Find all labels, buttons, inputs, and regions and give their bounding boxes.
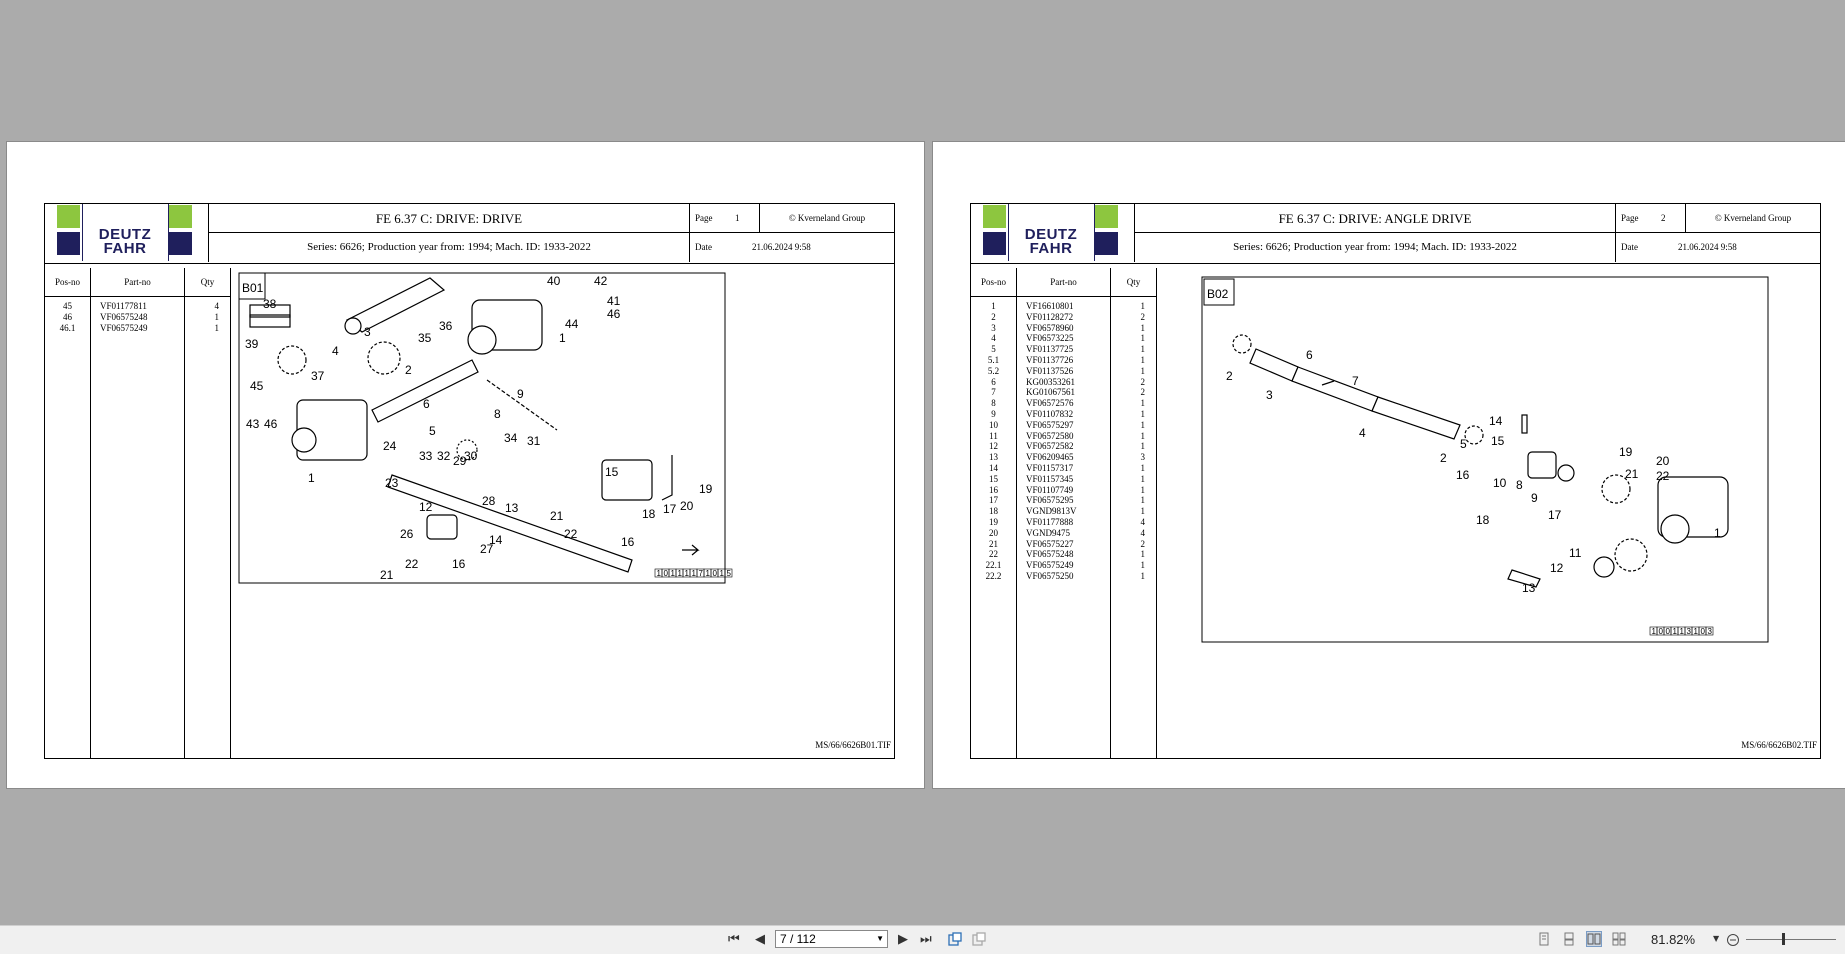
- diagram-callout: 42: [594, 274, 608, 288]
- part-no-cell: VF01157317: [1026, 462, 1074, 473]
- qty-cell: 1: [1140, 441, 1145, 452]
- diagram-code-digit: 5: [726, 569, 731, 578]
- date-cell: Date 21.06.2024 9:58: [695, 242, 811, 252]
- pos-no-cell: 13: [989, 452, 998, 463]
- page-number-cell: Page 2: [1616, 204, 1686, 233]
- sheet-series: Series: 6626; Production year from: 1994; Mach. ID: 1933-2022: [209, 233, 690, 262]
- diagram-callout: 43: [246, 417, 260, 431]
- diagram-code-digit: 1: [677, 569, 682, 578]
- diagram-callout: 22: [1656, 469, 1670, 483]
- diagram-callout: 18: [642, 507, 656, 521]
- table-row: [971, 441, 1159, 452]
- diagram-code-digit: 3: [1707, 627, 1712, 636]
- diagram-callout: 2: [1226, 369, 1233, 383]
- diagram-code: [655, 569, 732, 578]
- pos-no-cell: 16: [989, 484, 998, 495]
- diagram-callout: 11: [1569, 546, 1582, 560]
- pos-no-cell: 14: [989, 462, 998, 473]
- col-part-no: Part-no: [91, 268, 184, 297]
- diagram-callout: 35: [418, 331, 432, 345]
- part-no-cell: VGND9813V: [1026, 506, 1077, 517]
- table-row: [971, 517, 1159, 528]
- pos-no-cell: 21: [989, 538, 998, 549]
- diagram-code-digit: 0: [663, 569, 668, 578]
- table-row: [971, 571, 1159, 582]
- pos-no-cell: 46: [63, 311, 72, 322]
- diagram-code-digit: 1: [670, 569, 675, 578]
- part-no-cell: VF06578960: [1026, 322, 1074, 333]
- diagram-code-digit: 1: [656, 569, 661, 578]
- pos-no-cell: 45: [63, 301, 72, 311]
- pos-no-cell: 22: [989, 549, 998, 560]
- part-no-cell: VF06575248: [1026, 549, 1074, 560]
- diagram-callout: 21: [380, 568, 394, 582]
- table-row: [971, 344, 1159, 355]
- table-row: [971, 485, 1159, 496]
- last-page-button[interactable]: ⏭: [920, 932, 932, 947]
- tif-filename: MS/66/6626B02.TIF: [1741, 740, 1817, 750]
- qty-cell: 2: [1140, 387, 1145, 398]
- diagram-callout: 5: [1460, 437, 1467, 451]
- table-row: [971, 463, 1159, 474]
- diagram-callout: 6: [1306, 348, 1313, 362]
- two-page-continuous-icon[interactable]: [1612, 932, 1626, 946]
- pos-no-cell: 11: [989, 430, 998, 441]
- part-no-cell: VF01128272: [1026, 311, 1074, 322]
- two-page-view-icon[interactable]: [1587, 932, 1601, 946]
- diagram-callout: 22: [405, 557, 419, 571]
- diagram-code-digit: 0: [1658, 627, 1663, 636]
- table-row: [45, 323, 233, 334]
- diagram-code-digit: 0: [1665, 627, 1670, 636]
- diagram-callout: 1: [559, 331, 566, 345]
- qty-cell: 1: [1140, 419, 1145, 430]
- qty-cell: 1: [1140, 506, 1145, 517]
- diagram-code: [1650, 627, 1713, 636]
- qty-cell: 4: [1140, 527, 1145, 538]
- part-no-cell: VF06575250: [1026, 570, 1074, 581]
- diagram-callout: 38: [263, 297, 277, 311]
- part-no-cell: VF06575249: [1026, 560, 1074, 571]
- qty-cell: 1: [1140, 484, 1145, 495]
- pos-no-cell: 5.2: [987, 365, 1000, 376]
- diagram-callout: 2: [1440, 451, 1447, 465]
- pos-no-cell: 18: [989, 506, 998, 517]
- date-cell: Date 21.06.2024 9:58: [1621, 242, 1737, 252]
- qty-cell: 1: [1140, 354, 1145, 365]
- diagram-callout: 33: [419, 449, 433, 463]
- table-row: [971, 452, 1159, 463]
- diagram-callout: 26: [400, 527, 414, 541]
- part-no-cell: KG00353261: [1026, 376, 1075, 387]
- diagram-callout: 4: [1359, 426, 1366, 440]
- pos-no-cell: 7: [991, 387, 996, 398]
- qty-cell: 1: [1140, 549, 1145, 560]
- zoom-out-icon[interactable]: [1726, 933, 1740, 947]
- zoom-slider[interactable]: [1746, 939, 1836, 940]
- table-row: [971, 528, 1159, 539]
- table-row: [971, 398, 1159, 409]
- table-row: [971, 323, 1159, 334]
- diagram-callout: 16: [452, 557, 466, 571]
- qty-cell: 2: [1140, 376, 1145, 387]
- diagram-callout: 41: [607, 294, 621, 308]
- qty-cell: 1: [1140, 560, 1145, 571]
- diagram-code-digit: 1: [705, 569, 710, 578]
- diagram-code-digit: 1: [719, 569, 724, 578]
- diagram-callout: 10: [1493, 476, 1507, 490]
- pos-no-cell: 22.2: [985, 570, 1002, 581]
- diagram-code-digit: 1: [1679, 627, 1684, 636]
- col-qty: Qty: [1111, 268, 1156, 297]
- diagram-callout: 20: [680, 499, 694, 513]
- diagram-callout: 14: [489, 533, 503, 547]
- table-row: [971, 387, 1159, 398]
- fit-page-icon[interactable]: [972, 932, 986, 946]
- diagram-callout: 46: [607, 307, 621, 321]
- pos-no-cell: 5.1: [987, 354, 1000, 365]
- qty-cell: 1: [1140, 322, 1145, 333]
- table-row: [971, 474, 1159, 485]
- qty-cell: 3: [1140, 452, 1145, 463]
- diagram-callout: 2: [405, 363, 412, 377]
- diagram-callout: 4: [332, 344, 339, 358]
- pos-no-cell: 3: [991, 322, 996, 333]
- diagram-callout: 17: [663, 502, 677, 516]
- part-no-cell: VF01177811: [100, 301, 147, 311]
- table-row: [971, 431, 1159, 442]
- diagram-callout: 13: [505, 501, 519, 515]
- diagram-callout: 3: [364, 325, 371, 339]
- qty-cell: 1: [1140, 473, 1145, 484]
- previous-page-button[interactable]: ◀: [755, 932, 765, 947]
- sheet-title: FE 6.37 C: DRIVE: ANGLE DRIVE: [1135, 204, 1616, 233]
- deutz-fahr-logo: DEUTZ FAHR: [45, 204, 209, 262]
- pos-no-cell: 10: [989, 419, 998, 430]
- diagram-callout: 6: [423, 397, 430, 411]
- qty-cell: 4: [214, 301, 219, 311]
- table-row: [971, 409, 1159, 420]
- diagram-callout: 29: [453, 454, 467, 468]
- svg-text:B02: B02: [1207, 287, 1229, 301]
- table-row: [971, 301, 1159, 312]
- diagram-callout: 1: [1714, 526, 1721, 540]
- diagram-callout: 36: [439, 319, 453, 333]
- part-no-cell: VF06572576: [1026, 398, 1074, 409]
- sheet-title: FE 6.37 C: DRIVE: DRIVE: [209, 204, 690, 233]
- diagram-callout: 12: [419, 500, 433, 514]
- part-no-cell: VF01137726: [1026, 354, 1074, 365]
- continuous-view-icon[interactable]: [1562, 932, 1576, 946]
- diagram-callout: 27: [480, 542, 494, 556]
- table-row: [971, 560, 1159, 571]
- pos-no-cell: 9: [991, 408, 996, 419]
- parts-table: [971, 268, 1159, 758]
- diagram-callout: 7: [1352, 374, 1359, 388]
- pos-no-cell: 1: [991, 301, 996, 311]
- qty-cell: 1: [1140, 408, 1145, 419]
- table-row: [971, 355, 1159, 366]
- pos-no-cell: 4: [991, 333, 996, 344]
- qty-cell: 1: [214, 311, 219, 322]
- exploded-view-diagram-b01: [212, 250, 882, 650]
- qty-cell: 2: [1140, 538, 1145, 549]
- qty-cell: 1: [1140, 462, 1145, 473]
- diagram-callout: 15: [605, 465, 619, 479]
- col-qty: Qty: [185, 268, 230, 297]
- viewer-toolbar: [0, 925, 1845, 954]
- table-row: [971, 366, 1159, 377]
- diagram-callout: 14: [1489, 414, 1503, 428]
- pdf-page-right: [932, 141, 1845, 789]
- zoom-level: 81.82%: [1651, 932, 1696, 947]
- qty-cell: 4: [1140, 516, 1145, 527]
- table-row: [45, 301, 233, 312]
- part-no-cell: VF06575297: [1026, 419, 1074, 430]
- part-no-cell: VF06573225: [1026, 333, 1074, 344]
- diagram-code-digit: 0: [712, 569, 717, 578]
- col-pos-no: Pos-no: [971, 268, 1016, 297]
- deutz-fahr-logo: DEUTZ FAHR: [971, 204, 1135, 262]
- diagram-callout: 9: [517, 387, 524, 401]
- diagram-callout: 12: [1550, 561, 1564, 575]
- diagram-callout: 20: [1656, 454, 1670, 468]
- qty-cell: 1: [1140, 398, 1145, 409]
- diagram-code-digit: 1: [1672, 627, 1677, 636]
- diagram-callout: 28: [482, 494, 496, 508]
- part-no-cell: VF06209465: [1026, 452, 1074, 463]
- diagram-callout: 46: [264, 417, 278, 431]
- exploded-view-diagram-b02: [1138, 267, 1808, 667]
- part-no-cell: VF01107832: [1026, 408, 1074, 419]
- diagram-callout: 24: [383, 439, 397, 453]
- part-no-cell: VF01157345: [1026, 473, 1074, 484]
- tif-filename: MS/66/6626B01.TIF: [815, 740, 891, 750]
- diagram-callout: 9: [1531, 491, 1538, 505]
- single-page-view-icon[interactable]: [1537, 932, 1551, 946]
- rotate-view-icon[interactable]: [948, 932, 962, 946]
- part-no-cell: VF01137725: [1026, 344, 1074, 355]
- diagram-callout: 1: [308, 471, 315, 485]
- diagram-code-digit: 1: [1693, 627, 1698, 636]
- diagram-callout: 40: [547, 274, 561, 288]
- part-no-cell: VF06575249: [100, 322, 148, 333]
- table-row: [45, 312, 233, 323]
- page-number-input[interactable]: 7 / 112 ▼: [775, 930, 888, 948]
- diagram-code-digit: 1: [684, 569, 689, 578]
- sheet-series: Series: 6626; Production year from: 1994; Mach. ID: 1933-2022: [1135, 233, 1616, 262]
- pos-no-cell: 17: [989, 495, 998, 506]
- diagram-callout: 45: [250, 379, 264, 393]
- diagram-callout: 19: [1619, 445, 1633, 459]
- diagram-callout: 30: [464, 449, 478, 463]
- qty-cell: 1: [214, 322, 219, 333]
- part-no-cell: VF06572582: [1026, 441, 1074, 452]
- diagram-code-digit: 7: [698, 569, 703, 578]
- diagram-callout: 37: [311, 369, 325, 383]
- part-no-cell: VF06572580: [1026, 430, 1074, 441]
- pdf-page-left: [6, 141, 925, 789]
- pos-no-cell: 19: [989, 516, 998, 527]
- parts-table: [45, 268, 233, 758]
- qty-cell: 1: [1140, 301, 1145, 311]
- diagram-code-digit: 1: [691, 569, 696, 578]
- diagram-callout: 22: [564, 527, 578, 541]
- table-row: [971, 312, 1159, 323]
- diagram-callout: 17: [1548, 508, 1562, 522]
- diagram-callout: 3: [1266, 388, 1273, 402]
- diagram-code-digit: 3: [1686, 627, 1691, 636]
- svg-text:B01: B01: [242, 281, 264, 295]
- first-page-button[interactable]: ⏮: [728, 932, 740, 947]
- table-row: [971, 377, 1159, 388]
- qty-cell: 2: [1140, 311, 1145, 322]
- table-row: [971, 333, 1159, 344]
- pos-no-cell: 46.1: [59, 322, 76, 333]
- diagram-code-digit: 0: [1700, 627, 1705, 636]
- diagram-code-digit: 1: [1651, 627, 1656, 636]
- sheet-header: [971, 204, 1820, 264]
- diagram-callout: 13: [1522, 581, 1536, 595]
- qty-cell: 1: [1140, 365, 1145, 376]
- diagram-callout: 34: [504, 431, 518, 445]
- pos-no-cell: 5: [991, 344, 996, 355]
- copyright: © Kverneland Group: [760, 204, 894, 233]
- zoom-dropdown-icon[interactable]: ▼: [1713, 934, 1720, 943]
- diagram-callout: 16: [621, 535, 635, 549]
- qty-cell: 1: [1140, 495, 1145, 506]
- diagram-callout: 15: [1491, 434, 1505, 448]
- part-no-cell: VF01137526: [1026, 365, 1074, 376]
- part-no-cell: VF06575248: [100, 311, 148, 322]
- diagram-callout: 16: [1456, 468, 1470, 482]
- pos-no-cell: 22.1: [985, 560, 1002, 571]
- part-no-cell: VF06575295: [1026, 495, 1074, 506]
- qty-cell: 1: [1140, 570, 1145, 581]
- diagram-callout: 31: [527, 434, 541, 448]
- qty-cell: 1: [1140, 333, 1145, 344]
- table-row: [971, 506, 1159, 517]
- part-no-cell: VGND9475: [1026, 527, 1070, 538]
- zoom-slider-thumb[interactable]: [1782, 933, 1785, 945]
- diagram-callout: 8: [1516, 478, 1523, 492]
- table-row: [971, 549, 1159, 560]
- page-number-cell: Page 1: [690, 204, 760, 233]
- diagram-callout: 39: [245, 337, 259, 351]
- diagram-callout: 21: [1625, 467, 1639, 481]
- qty-cell: 1: [1140, 430, 1145, 441]
- diagram-callout: 32: [437, 449, 451, 463]
- diagram-callout: 23: [385, 476, 399, 490]
- table-row: [971, 539, 1159, 550]
- qty-cell: 1: [1140, 344, 1145, 355]
- diagram-callout: 18: [1476, 513, 1490, 527]
- next-page-button[interactable]: ▶: [898, 932, 908, 947]
- pos-no-cell: 6: [991, 376, 996, 387]
- table-row: [971, 420, 1159, 431]
- pos-no-cell: 2: [991, 311, 996, 322]
- diagram-callout: 5: [429, 424, 436, 438]
- col-pos-no: Pos-no: [45, 268, 90, 297]
- pos-no-cell: 8: [991, 398, 996, 409]
- part-no-cell: VF16610801: [1026, 301, 1074, 311]
- part-no-cell: VF01107749: [1026, 484, 1074, 495]
- diagram-callout: 8: [494, 407, 501, 421]
- part-no-cell: VF01177888: [1026, 516, 1074, 527]
- table-row: [971, 495, 1159, 506]
- part-no-cell: VF06575227: [1026, 538, 1074, 549]
- diagram-callout: 44: [565, 317, 579, 331]
- diagram-callout: 21: [550, 509, 564, 523]
- col-part-no: Part-no: [1017, 268, 1110, 297]
- part-no-cell: KG01067561: [1026, 387, 1075, 398]
- pos-no-cell: 20: [989, 527, 998, 538]
- pos-no-cell: 12: [989, 441, 998, 452]
- diagram-callout: 19: [699, 482, 713, 496]
- copyright: © Kverneland Group: [1686, 204, 1820, 233]
- pos-no-cell: 15: [989, 473, 998, 484]
